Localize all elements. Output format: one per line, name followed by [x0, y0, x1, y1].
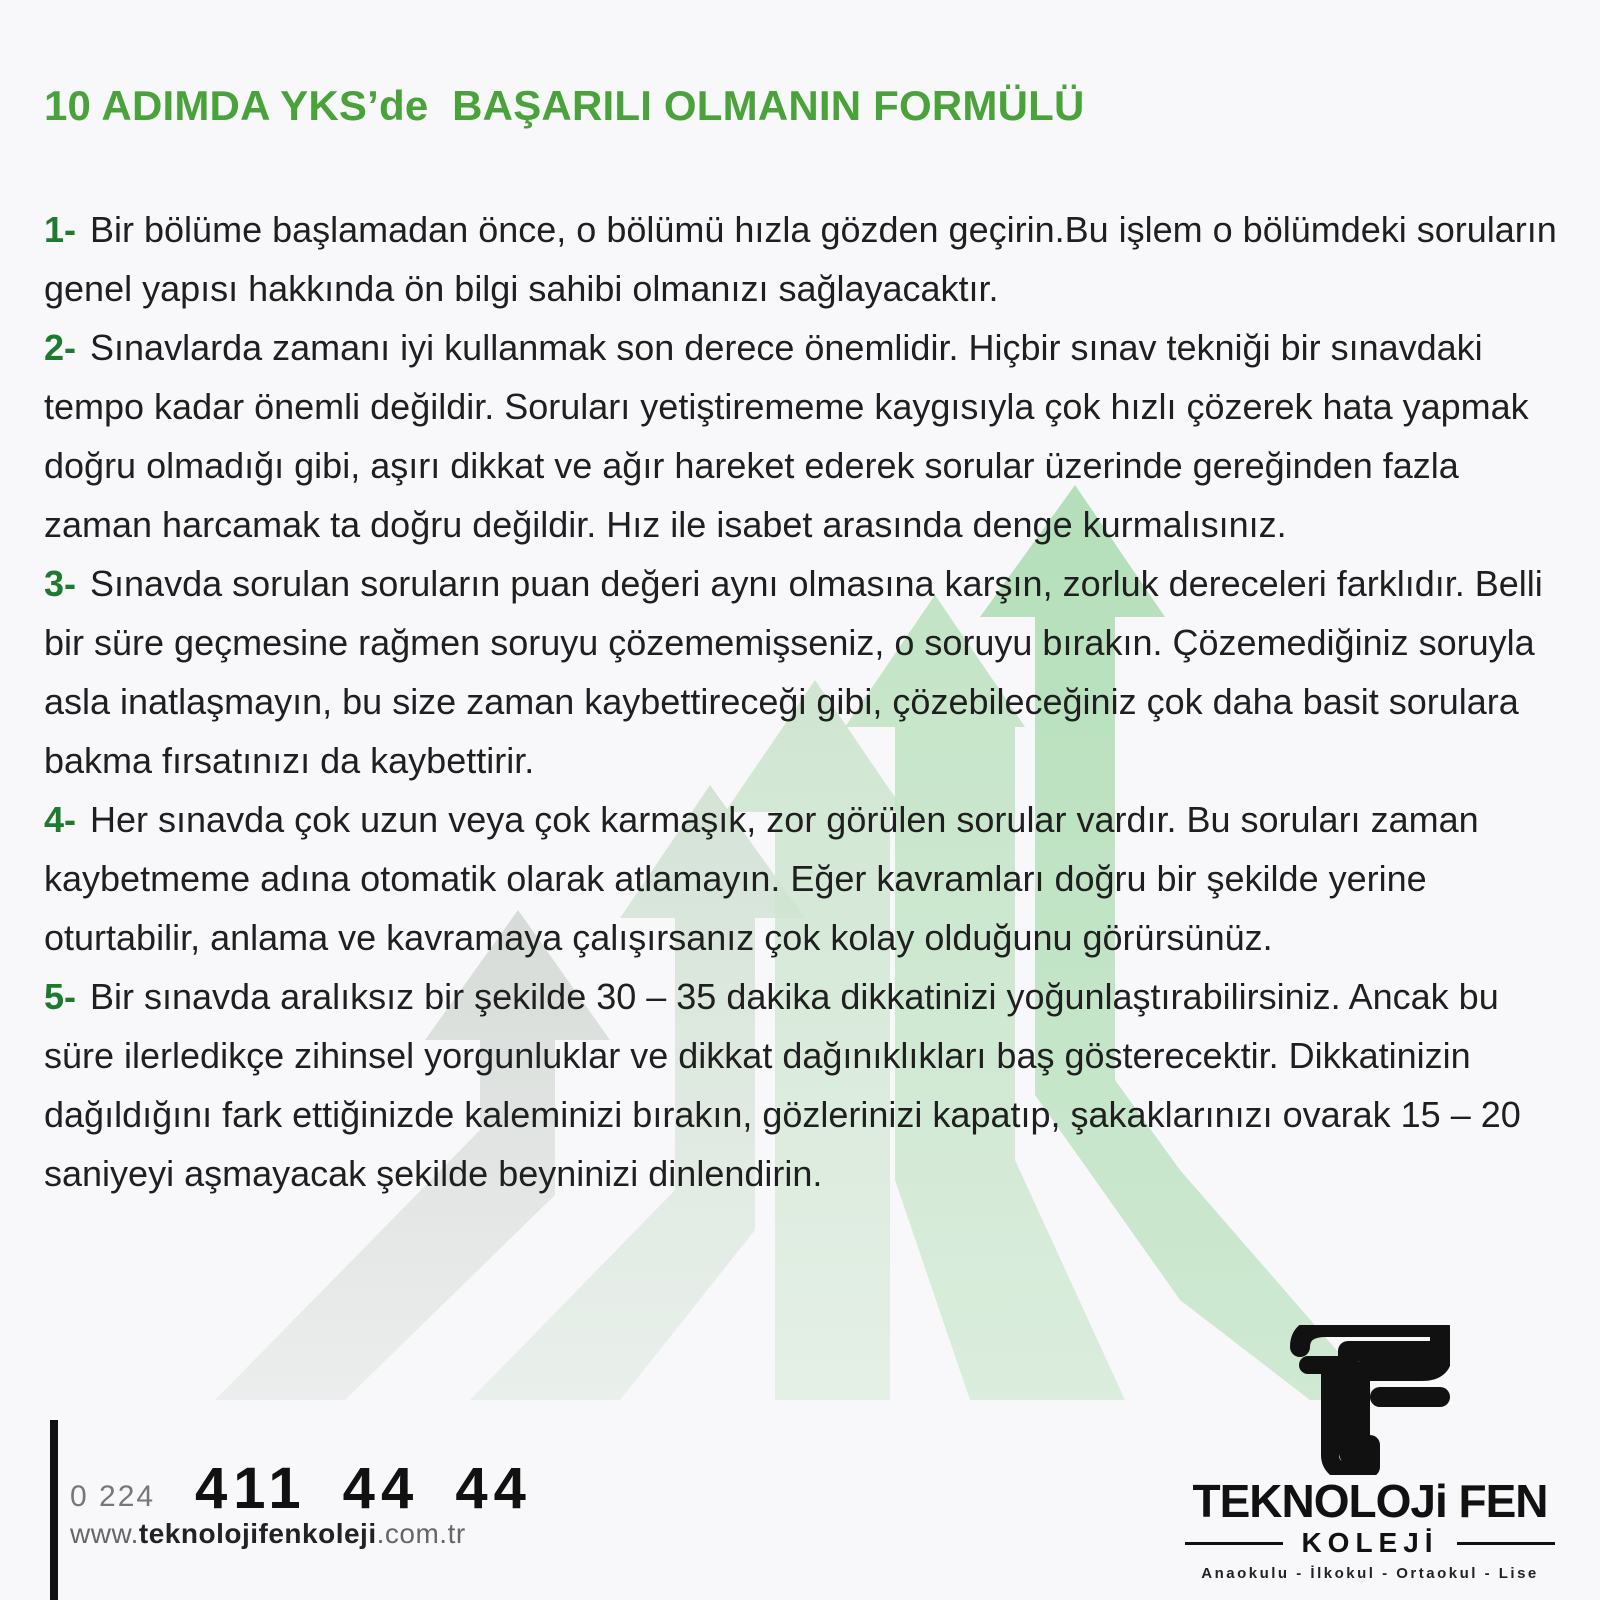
step-text: Bir bölüme başlamadan önce, o bölümü hızla gözden geçirin.Bu işlem o bölümdeki soruların genel yapısı hakkında ön bilgi sahibi olmanızı sağlayacaktır.	[44, 209, 1557, 309]
step-text: Bir sınavda aralıksız bir şekilde 30 – 35 dakika dikkatinizi yoğunlaştırabilirsiniz. Ancak bu süre ilerledikçe zihinsel yorgunluklar ve dikkat dağınıklıkları baş gösterecektir. Dikkatinizin dağıldığını fark ettiğinizde kaleminizi bırakın, gözlerinizi kapatıp, şakaklarınızı ovarak 15 – 20 saniyeyi aşmayacak şekilde beyninizi dinlendirin.	[44, 976, 1521, 1194]
phone-prefix: 0 224	[70, 1480, 156, 1513]
website-suffix: .com.tr	[376, 1518, 466, 1549]
step-text: Sınavlarda zamanı iyi kullanmak son derece önemlidir. Hiçbir sınav tekniği bir sınavdaki tempo kadar önemli değildir. Soruları yetiştirememe kaygısıyla çok hızlı çözerek hata yapmak doğru olmadığı gibi, aşırı dikkat ve ağır hareket ederek sorular üzerinde gereğinden fazla zaman harcamak ta doğru değildir. Hız ile isabet arasında denge kurmalısınız.	[44, 327, 1529, 545]
steps-list	[44, 200, 1574, 1203]
step-number: 5-	[44, 976, 77, 1017]
website-domain: teknolojifenkoleji	[138, 1518, 377, 1549]
logo-sub: KOLEJİ	[1301, 1527, 1439, 1558]
step-item	[44, 200, 1574, 318]
contact-divider	[50, 1420, 58, 1600]
step-number: 3-	[44, 563, 77, 604]
step-text: Her sınavda çok uzun veya çok karmaşık, zor görülen sorular vardır. Bu soruları zaman kaybetmeme adına otomatik olarak atlamayın. Eğer kavramları doğru bir şekilde yerine oturtabilir, anlama ve kavramaya çalışırsanız çok kolay olduğunu görürsünüz.	[44, 799, 1479, 958]
tf-monogram-icon	[1290, 1325, 1450, 1475]
logo-sub-line-left	[1185, 1542, 1283, 1545]
step-number: 2-	[44, 327, 77, 368]
step-item	[44, 318, 1574, 554]
step-item	[44, 790, 1574, 967]
page-title: 10 ADIMDA YKS’de BAŞARILI OLMANIN FORMÜLÜ	[44, 82, 1085, 129]
step-item	[44, 967, 1574, 1203]
phone-number[interactable]: 411 44 44	[195, 1456, 532, 1521]
website-prefix: www.	[70, 1518, 139, 1549]
step-number: 1-	[44, 209, 77, 250]
step-item	[44, 554, 1574, 790]
website-link[interactable]	[70, 1518, 466, 1550]
logo-tagline: Anaokulu - İlkokul - Ortaokul - Lise	[1201, 1565, 1539, 1582]
logo-name: TEKNOLOJi FEN	[1192, 1475, 1548, 1527]
logo-sub-row	[1185, 1525, 1555, 1561]
step-number: 4-	[44, 799, 77, 840]
logo-sub-line-right	[1457, 1542, 1555, 1545]
step-text: Sınavda sorulan soruların puan değeri aynı olmasına karşın, zorluk dereceleri farklıdır. Belli bir süre geçmesine rağmen soruyu çözememişseniz, o soruyu bırakın. Çözemediğiniz soruyla asla inatlaşmayın, bu size zaman kaybettireceği gibi, çözebileceğiniz çok daha basit sorulara bakma fırsatınızı da kaybettirir.	[44, 563, 1543, 781]
